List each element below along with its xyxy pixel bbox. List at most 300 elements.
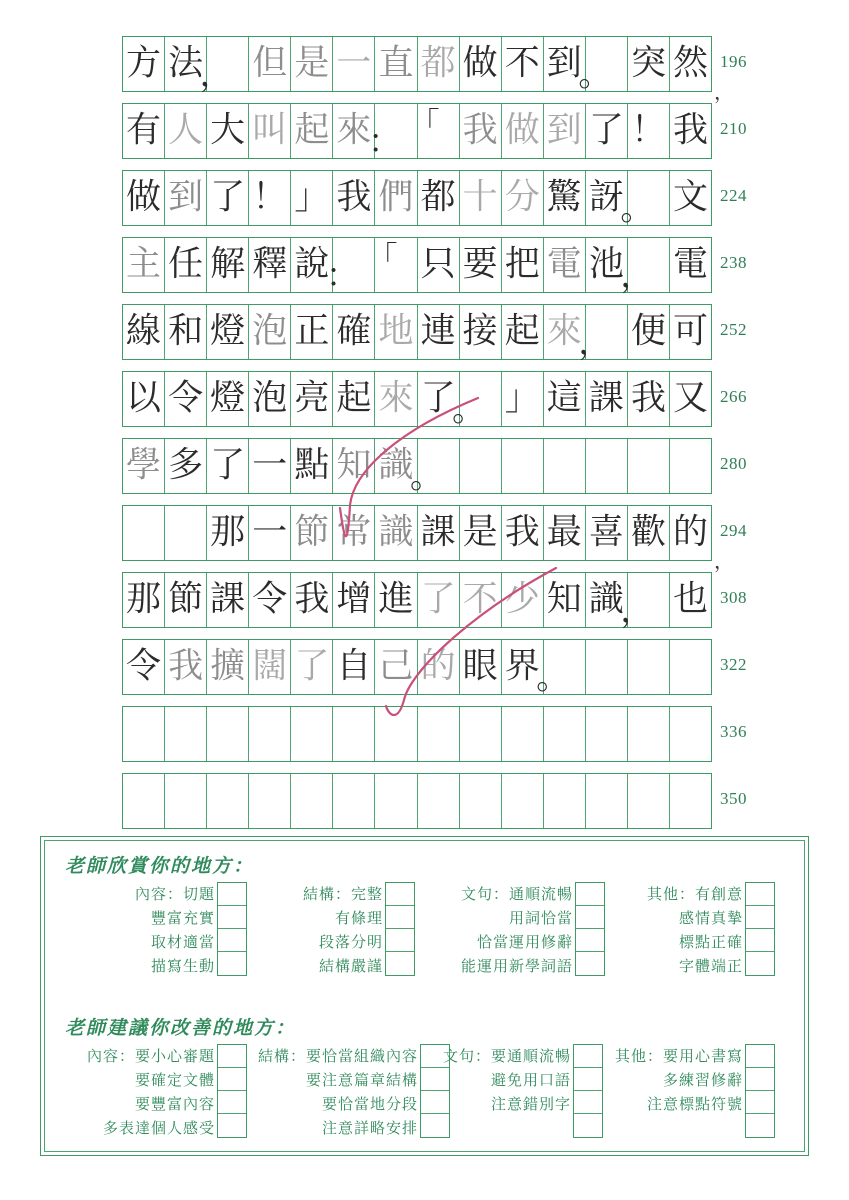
grid-cell[interactable] [375,372,417,426]
grid-cell[interactable] [544,707,586,761]
grid-cell[interactable] [418,707,460,761]
grid-cell[interactable] [249,640,291,694]
grid-cell[interactable] [249,573,291,627]
handwritten-character: 我 [630,378,666,419]
criteria-label: 避免用口語 [490,1070,571,1089]
criteria-row [443,1067,571,1091]
grid-row [122,103,747,170]
criteria-checkbox[interactable] [576,952,604,975]
handwritten-character: 起 [504,311,540,352]
handwritten-character: 到 [546,110,582,151]
grid-cell[interactable] [375,573,417,627]
grid-cell[interactable] [207,506,249,560]
criteria-label: 結構嚴謹 [318,956,383,975]
criteria-label: 多練習修辭 [662,1070,743,1089]
grid-cell[interactable] [452,372,502,429]
grid-cell[interactable] [333,707,375,761]
grid-cell[interactable] [333,506,375,560]
handwritten-character: 我 [504,512,540,553]
criteria-checkbox[interactable] [574,1114,602,1137]
grid-cell[interactable] [249,104,291,158]
line-number: 294 [720,521,747,540]
criteria-column [443,1043,571,1139]
grid-cell[interactable] [165,707,207,761]
grid-cell[interactable] [502,238,544,292]
handwritten-character: 人 [168,110,204,151]
handwritten-character: 但 [252,43,288,84]
grid-cell[interactable] [670,707,711,761]
handwritten-character: 驚 [546,177,582,218]
handwritten-character: 了 [420,378,456,419]
grid-cell[interactable] [544,774,586,828]
grid-cell[interactable] [502,104,544,158]
criteria-checkbox[interactable] [218,883,246,906]
line-number: 308 [720,588,747,607]
handwritten-character: 接 [462,311,498,352]
grid-cell[interactable] [460,774,502,828]
criteria-checkbox[interactable] [576,883,604,906]
grid-row [122,304,747,371]
grid-cell[interactable] [123,305,165,359]
grid-cell[interactable] [333,439,375,493]
grid-cell[interactable] [544,238,586,292]
grid-cell[interactable] [586,506,628,560]
grid-cell[interactable] [375,707,417,761]
criteria-row [421,881,573,905]
grid-cell[interactable] [544,506,586,560]
grid-row-cells [122,773,712,829]
criteria-checkbox[interactable] [746,929,774,952]
criteria-label: 要注意篇章結構 [305,1070,418,1089]
grid-cell[interactable] [460,506,502,560]
grid-cell[interactable] [375,305,417,359]
grid-cell[interactable] [670,573,711,627]
grid-cell[interactable] [123,774,165,828]
grid-cell[interactable] [586,774,628,828]
grid-cell[interactable] [418,506,460,560]
grid-cell[interactable] [207,707,249,761]
handwritten-character: 做 [126,177,162,218]
criteria-checkbox[interactable] [746,952,774,975]
grid-cell[interactable] [207,305,249,359]
criteria-row [63,1091,215,1115]
grid-cell[interactable] [291,372,333,426]
grid-cell[interactable] [165,573,207,627]
criteria-row [257,881,383,905]
grid-cell[interactable] [333,305,375,359]
grid-cell[interactable] [249,774,291,828]
criteria-checkbox[interactable] [746,1114,774,1137]
criteria-row [611,953,743,977]
handwritten-character: 了 [294,646,330,687]
grid-cell[interactable] [291,439,333,493]
criteria-checkbox[interactable] [574,1045,602,1068]
handwritten-character: 節 [294,512,330,553]
handwritten-character: 這 [546,378,582,419]
handwritten-character: 和 [168,311,204,352]
grid-row [122,438,747,505]
grid-cell[interactable] [586,372,628,426]
criteria-checkbox[interactable] [218,952,246,975]
handwritten-character: 文 [673,177,709,218]
grid-cell[interactable] [544,372,586,426]
grid-cell[interactable] [418,37,460,91]
criteria-column [603,1043,743,1139]
criteria-checkbox[interactable] [746,1068,774,1091]
criteria-checkbox[interactable] [218,1068,246,1091]
grid-cell[interactable] [123,707,165,761]
grid-cell[interactable] [544,171,586,225]
criteria-checkbox[interactable] [218,1045,246,1068]
handwritten-character: 常 [336,512,372,553]
grid-cell[interactable] [544,104,586,158]
grid-cell[interactable] [249,171,291,225]
grid-cell[interactable] [291,640,333,694]
grid-cell[interactable] [333,573,375,627]
grid-cell[interactable] [291,506,333,560]
grid-cell[interactable] [502,305,544,359]
handwritten-character: 電 [673,244,709,285]
grid-cell[interactable] [586,439,628,493]
criteria-row [245,1043,418,1067]
criteria-checkbox[interactable] [746,883,774,906]
grid-cell[interactable] [409,104,460,158]
grid-cell[interactable] [670,37,711,91]
handwritten-character: 己 [378,646,414,687]
grid-cell[interactable] [502,573,544,627]
grid-cell[interactable] [249,439,291,493]
handwritten-character: 解 [210,244,246,285]
criteria-row [443,1115,571,1139]
grid-cell[interactable] [375,774,417,828]
handwritten-character: 了 [420,579,456,620]
criteria-column [257,881,383,977]
criteria-checkbox[interactable] [386,929,414,952]
handwritten-character: 到 [546,43,582,84]
grid-cell[interactable] [586,707,628,761]
grid-cell[interactable] [670,640,711,694]
grid-cell[interactable] [670,305,711,359]
line-number: 210 [720,119,747,138]
criteria-label: 注意詳略安排 [321,1118,418,1137]
composition-grid [122,36,747,840]
grid-cell[interactable] [291,573,333,627]
handwritten-character: 也 [673,579,709,620]
criteria-row [443,1043,571,1067]
grid-cell[interactable] [207,238,249,292]
grid-cell[interactable] [249,238,291,292]
handwritten-character: 「 [409,106,440,142]
grid-cell[interactable] [375,171,417,225]
criteria-row [245,1067,418,1091]
grid-cell[interactable] [460,104,502,158]
grid-cell[interactable] [207,774,249,828]
handwritten-character: 知 [336,445,372,486]
grid-cell[interactable] [502,439,544,493]
grid-cell[interactable] [418,573,460,627]
criteria-row [245,1091,418,1115]
criteria-row [603,1091,743,1115]
grid-cell[interactable] [544,439,586,493]
grid-cell[interactable] [628,707,670,761]
criteria-checkbox[interactable] [576,929,604,952]
grid-cell[interactable] [628,640,670,694]
handwritten-character: 識 [588,579,624,620]
handwritten-character: 線 [126,311,162,352]
grid-cell[interactable] [620,238,670,295]
grid-cell[interactable] [333,37,375,91]
grid-cell[interactable] [502,707,544,761]
handwritten-character: 進 [378,579,414,620]
handwritten-character: 的 [420,646,456,687]
criteria-checkbox[interactable] [218,906,246,929]
grid-cell[interactable] [502,171,544,225]
grid-cell[interactable] [628,372,670,426]
grid-cell[interactable] [418,305,460,359]
criteria-checkbox[interactable] [218,1091,246,1114]
grid-cell[interactable] [123,573,165,627]
criteria-label: 要豐富內容 [134,1094,215,1113]
grid-cell[interactable] [207,439,249,493]
grid-cell[interactable] [670,171,711,225]
grid-cell[interactable] [418,238,460,292]
handwritten-character: 有 [126,110,162,151]
criteria-checkbox[interactable] [576,906,604,929]
criteria-checkbox-column [745,882,775,976]
handwritten-character: 來 [546,311,582,352]
grid-cell[interactable] [375,640,417,694]
grid-cell[interactable] [502,506,544,560]
criteria-checkbox-column [745,1044,775,1138]
criteria-group-prefix: 其他： [646,884,695,903]
criteria-group-prefix: 內容： [86,1046,135,1065]
handwritten-character: 主 [126,244,162,285]
grid-cell[interactable] [578,305,628,362]
handwritten-character: 到 [168,177,204,218]
criteria-row [603,1115,743,1139]
grid-cell[interactable] [418,774,460,828]
grid-cell[interactable] [628,439,670,493]
criteria-group-prefix: 其他： [614,1046,663,1065]
criteria-checkbox[interactable] [746,1091,774,1114]
grid-cell[interactable] [291,104,333,158]
grid-cell[interactable] [536,640,586,697]
grid-cell[interactable] [460,707,502,761]
handwritten-character: 分 [504,177,540,218]
handwritten-character: 確 [336,311,372,352]
criteria-row [245,1115,418,1139]
grid-cell[interactable] [670,774,711,828]
handwritten-character: 訝 [588,177,624,218]
handwritten-character: 十 [462,177,498,218]
criteria-row [421,929,573,953]
grid-cell[interactable] [670,104,711,158]
criteria-label: 切題 [182,884,215,903]
grid-cell[interactable] [628,104,670,158]
grid-cell[interactable] [165,372,207,426]
grid-cell[interactable] [207,372,249,426]
grid-cell[interactable] [578,37,628,94]
criteria-checkbox[interactable] [746,906,774,929]
handwritten-character: 我 [294,579,330,620]
criteria-label: 通順流暢 [508,884,573,903]
criteria-checkbox[interactable] [386,952,414,975]
grid-cell[interactable] [418,171,460,225]
grid-cell[interactable] [333,171,375,225]
grid-cell[interactable] [628,37,670,91]
grid-row [122,371,747,438]
handwritten-character: 泡 [252,378,288,419]
grid-cell[interactable] [586,104,628,158]
grid-cell[interactable] [249,37,291,91]
grid-cell[interactable] [628,506,670,560]
grid-cell[interactable] [460,37,502,91]
handwritten-character: 」 [294,177,330,218]
grid-cell[interactable] [165,439,207,493]
grid-row-cells [122,706,712,762]
line-number: 322 [720,655,747,674]
handwritten-character: 我 [673,110,709,151]
criteria-column [63,1043,215,1139]
grid-cell[interactable] [123,171,165,225]
criteria-label: 要小心審題 [134,1046,215,1065]
criteria-checkbox[interactable] [386,906,414,929]
grid-cell[interactable] [333,372,375,426]
handwritten-character: 正 [294,311,330,352]
grid-cell[interactable] [367,238,417,292]
grid-cell[interactable] [249,372,291,426]
handwritten-character: 起 [294,110,330,151]
handwritten-character: 突 [630,43,666,84]
grid-cell[interactable] [620,171,670,228]
grid-cell[interactable] [207,104,249,158]
handwritten-character: 節 [168,579,204,620]
grid-row [122,36,747,104]
grid-cell[interactable] [123,37,165,91]
grid-cell[interactable] [460,171,502,225]
handwritten-character: 直 [378,43,414,84]
grid-cell[interactable] [670,372,711,426]
criteria-row [611,881,743,905]
grid-cell[interactable] [586,640,628,694]
grid-cell[interactable] [502,372,544,426]
grid-cell[interactable] [333,640,375,694]
grid-cell[interactable] [291,171,333,225]
grid-cell[interactable] [460,305,502,359]
handwritten-character: 說 [294,244,330,285]
criteria-label: 描寫生動 [150,956,215,975]
grid-cell[interactable] [291,37,333,91]
grid-cell[interactable] [165,774,207,828]
grid-cell[interactable] [628,305,670,359]
handwritten-character: 釋 [252,244,288,285]
criteria-label: 感情真摯 [678,908,743,927]
criteria-checkbox[interactable] [218,1114,246,1137]
grid-row-cells [122,505,712,561]
grid-cell[interactable] [620,573,670,630]
grid-cell[interactable] [123,506,165,560]
criteria-checkbox[interactable] [746,1045,774,1068]
grid-cell[interactable] [460,573,502,627]
grid-cell[interactable] [165,104,207,158]
grid-cell[interactable] [291,774,333,828]
handwritten-character: 任 [168,244,204,285]
criteria-row [611,905,743,929]
grid-row-cells [122,639,712,695]
grid-cell[interactable] [375,506,417,560]
grid-cell[interactable] [207,573,249,627]
grid-cell[interactable] [418,640,460,694]
grid-cell[interactable] [460,439,502,493]
handwritten-character: 都 [420,43,456,84]
grid-cell[interactable] [123,238,165,292]
grid-cell[interactable] [460,238,502,292]
criteria-label: 完整 [350,884,383,903]
grid-cell[interactable] [502,774,544,828]
handwritten-character: 令 [126,646,162,687]
handwritten-character: 自 [336,646,372,687]
grid-cell[interactable] [123,640,165,694]
grid-cell[interactable] [207,171,249,225]
grid-cell[interactable] [670,238,711,292]
handwritten-character: 不 [504,43,540,84]
grid-cell[interactable] [123,439,165,493]
grid-cell[interactable] [165,506,207,560]
criteria-checkbox[interactable] [574,1068,602,1091]
criteria-label: 標點正確 [678,932,743,951]
grid-cell[interactable] [249,707,291,761]
grid-cell[interactable] [291,707,333,761]
grid-cell[interactable] [544,573,586,627]
grid-cell[interactable] [207,640,249,694]
grid-cell[interactable] [460,640,502,694]
grid-cell[interactable] [375,37,417,91]
criteria-checkbox[interactable] [386,883,414,906]
grid-cell[interactable] [165,238,207,292]
grid-cell[interactable] [123,104,165,158]
grid-cell[interactable] [410,439,460,496]
grid-cell[interactable] [249,305,291,359]
handwritten-character: 眼 [462,646,498,687]
grid-cell[interactable] [333,774,375,828]
grid-cell[interactable] [165,171,207,225]
grid-cell[interactable] [670,439,711,493]
grid-cell[interactable] [199,37,249,94]
handwritten-character: 了 [588,110,624,151]
criteria-column [245,1043,418,1139]
criteria-checkbox-column [575,882,605,976]
criteria-checkbox-column [217,882,247,976]
grid-cell[interactable] [291,305,333,359]
criteria-label: 多表達個人感受 [102,1118,215,1137]
grid-cell[interactable] [670,506,711,560]
handwritten-character: 闊 [252,646,288,687]
grid-cell[interactable] [165,305,207,359]
handwritten-character: 亮 [294,378,330,419]
handwritten-character: 法 [168,43,204,84]
criteria-checkbox[interactable] [218,929,246,952]
grid-cell[interactable] [502,37,544,91]
handwritten-character: ！ [252,177,288,218]
grid-cell[interactable] [165,640,207,694]
grid-cell[interactable] [123,372,165,426]
criteria-checkbox[interactable] [574,1091,602,1114]
handwritten-character: 燈 [210,311,246,352]
grid-cell[interactable] [249,506,291,560]
handwritten-character: 都 [420,177,456,218]
grid-cell[interactable] [628,774,670,828]
criteria-label: 取材適當 [150,932,215,951]
